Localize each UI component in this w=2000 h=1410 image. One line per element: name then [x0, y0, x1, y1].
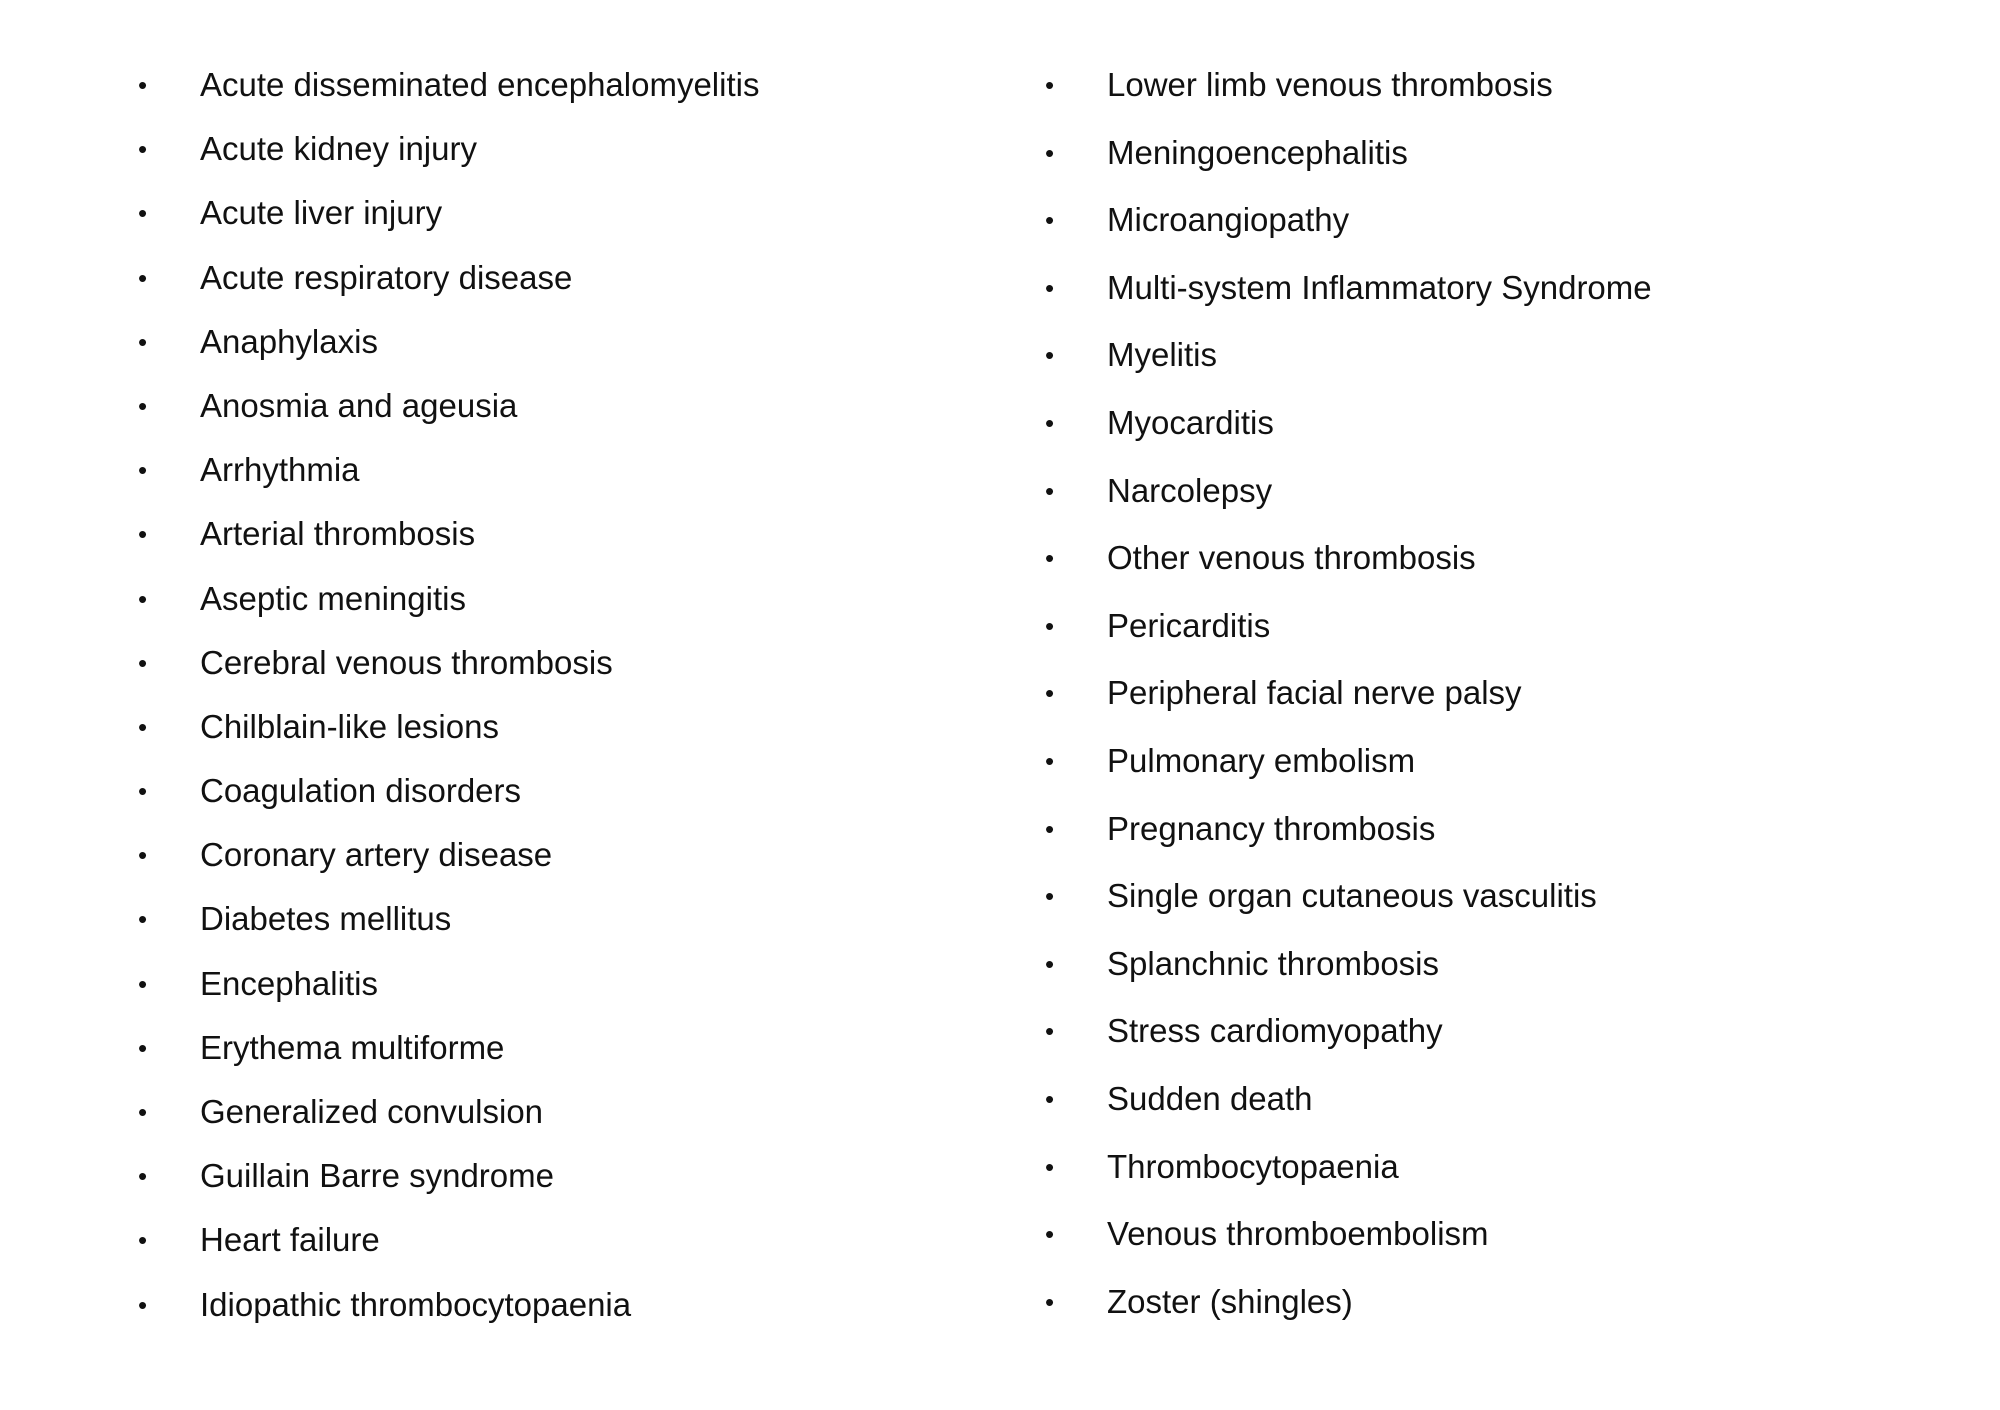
bullet-icon: •	[1045, 272, 1055, 303]
list-item	[1045, 1214, 1652, 1282]
list-item-text: Acute liver injury	[200, 194, 443, 232]
bullet-icon: •	[1045, 1219, 1055, 1250]
list-item-text: Pulmonary embolism	[1107, 741, 1416, 779]
bullet-icon: •	[1045, 881, 1055, 912]
list-item-text: Meningoencephalitis	[1107, 133, 1408, 171]
list-item	[1045, 1147, 1652, 1215]
list-item	[1045, 200, 1652, 268]
list-item-text: Sudden death	[1107, 1079, 1313, 1117]
bullet-icon: •	[138, 455, 148, 486]
list-item	[138, 514, 759, 578]
bullet-icon: •	[138, 1289, 148, 1320]
list-item-text: Generalized convulsion	[200, 1093, 544, 1130]
bullet-icon: •	[1045, 137, 1055, 168]
list-item	[138, 1220, 759, 1284]
list-item-text: Erythema multiforme	[200, 1028, 505, 1066]
list-item-text: Stress cardiomyopathy	[1107, 1012, 1443, 1050]
bullet-icon: •	[1045, 813, 1055, 844]
list-item-text: Thrombocytopaenia	[1107, 1147, 1399, 1185]
list-item-text: Narcolepsy	[1107, 471, 1273, 509]
list-item	[1045, 606, 1652, 674]
list-item	[1045, 403, 1652, 471]
list-item-text: Lower limb venous thrombosis	[1107, 66, 1553, 103]
bullet-icon: •	[138, 262, 148, 293]
list-item-text: Peripheral facial nerve palsy	[1107, 674, 1522, 712]
list-item	[1045, 1011, 1652, 1079]
bullet-icon: •	[1045, 948, 1055, 979]
list-item-text: Diabetes mellitus	[200, 900, 452, 938]
list-item-text: Aseptic meningitis	[200, 579, 466, 617]
list-item	[1045, 335, 1652, 403]
list-item-text: Guillain Barre syndrome	[200, 1157, 554, 1195]
bullet-icon: •	[1045, 1286, 1055, 1317]
list-item	[138, 386, 759, 450]
list-item	[138, 65, 759, 129]
list-item	[138, 964, 759, 1028]
list-item	[138, 193, 759, 257]
list-item	[138, 579, 759, 643]
bullet-icon: •	[1045, 610, 1055, 641]
list-item-text: Myocarditis	[1107, 403, 1274, 441]
list-item	[138, 129, 759, 193]
bullet-icon: •	[1045, 70, 1055, 100]
list-item-text: Cerebral venous thrombosis	[200, 643, 613, 681]
bullet-icon: •	[138, 70, 148, 100]
list-item	[138, 1285, 759, 1349]
list-item-text: Encephalitis	[200, 964, 378, 1002]
list-item	[138, 1156, 759, 1220]
list-item	[138, 258, 759, 322]
list-item	[1045, 1282, 1652, 1350]
bullet-icon: •	[138, 1097, 148, 1127]
list-item	[138, 450, 759, 514]
list-item	[1045, 538, 1652, 606]
list-item-text: Arrhythmia	[200, 451, 360, 489]
list-item-text: Zoster (shingles)	[1107, 1282, 1353, 1320]
list-item-text: Venous thromboembolism	[1107, 1215, 1489, 1253]
list-item	[1045, 673, 1652, 741]
bullet-icon: •	[1045, 678, 1055, 709]
list-item	[138, 1028, 759, 1092]
bullet-icon: •	[138, 1225, 148, 1256]
list-item-text: Splanchnic thrombosis	[1107, 944, 1439, 982]
bullet-icon: •	[138, 904, 148, 935]
list-item	[1045, 1079, 1652, 1147]
bullet-icon: •	[1045, 475, 1055, 506]
right-column-list	[1045, 65, 1652, 1349]
list-item	[1045, 268, 1652, 336]
list-item-text: Chilblain-like lesions	[200, 707, 499, 745]
list-item	[138, 899, 759, 963]
bullet-icon: •	[1045, 340, 1055, 371]
list-item-text: Anosmia and ageusia	[200, 386, 518, 424]
bullet-icon: •	[138, 1032, 148, 1063]
list-item	[138, 643, 759, 707]
list-item-text: Pericarditis	[1107, 606, 1271, 644]
list-item	[1045, 65, 1652, 133]
list-item	[138, 322, 759, 386]
list-item	[138, 707, 759, 771]
list-item-text: Anaphylaxis	[200, 322, 378, 360]
list-item-text: Heart failure	[200, 1221, 380, 1259]
list-item	[1045, 471, 1652, 539]
bullet-icon: •	[1045, 1151, 1055, 1182]
list-item-text: Coronary artery disease	[200, 836, 553, 874]
bullet-icon: •	[138, 647, 148, 678]
bullet-icon: •	[138, 519, 148, 550]
bullet-icon: •	[138, 390, 148, 421]
bullet-icon: •	[138, 583, 148, 614]
bullet-icon: •	[138, 776, 148, 807]
list-item-text: Microangiopathy	[1107, 201, 1350, 239]
left-column-list	[138, 65, 759, 1349]
bullet-icon: •	[1045, 745, 1055, 776]
list-item	[1045, 876, 1652, 944]
list-item	[1045, 944, 1652, 1012]
list-item-text: Coagulation disorders	[200, 772, 522, 810]
list-item-text: Myelitis	[1107, 336, 1218, 374]
list-item-text: Acute respiratory disease	[200, 258, 573, 296]
bullet-icon: •	[1045, 1083, 1055, 1114]
bullet-icon: •	[138, 968, 148, 999]
list-item-text: Acute disseminated encephalomyelitis	[200, 66, 760, 103]
list-item-text: Pregnancy thrombosis	[1107, 809, 1436, 847]
list-item	[1045, 133, 1652, 201]
list-item-text: Other venous thrombosis	[1107, 539, 1476, 577]
list-item	[138, 771, 759, 835]
list-item-text: Multi-system Inflammatory Syndrome	[1107, 268, 1652, 306]
list-item-text: Single organ cutaneous vasculitis	[1107, 877, 1597, 915]
bullet-icon: •	[138, 711, 148, 742]
bullet-icon: •	[1045, 205, 1055, 236]
bullet-icon: •	[1045, 543, 1055, 574]
bullet-icon: •	[138, 134, 148, 165]
bullet-icon: •	[138, 198, 148, 229]
bullet-icon: •	[1045, 407, 1055, 438]
list-item	[1045, 809, 1652, 877]
list-item	[1045, 741, 1652, 809]
bullet-icon: •	[1045, 1016, 1055, 1047]
list-item	[138, 1092, 759, 1156]
bullet-icon: •	[138, 326, 148, 357]
list-item	[138, 835, 759, 899]
list-item-text: Acute kidney injury	[200, 130, 477, 168]
bullet-icon: •	[138, 840, 148, 871]
list-item-text: Idiopathic thrombocytopaenia	[200, 1285, 632, 1323]
bullet-icon: •	[138, 1161, 148, 1192]
list-item-text: Arterial thrombosis	[200, 515, 476, 553]
